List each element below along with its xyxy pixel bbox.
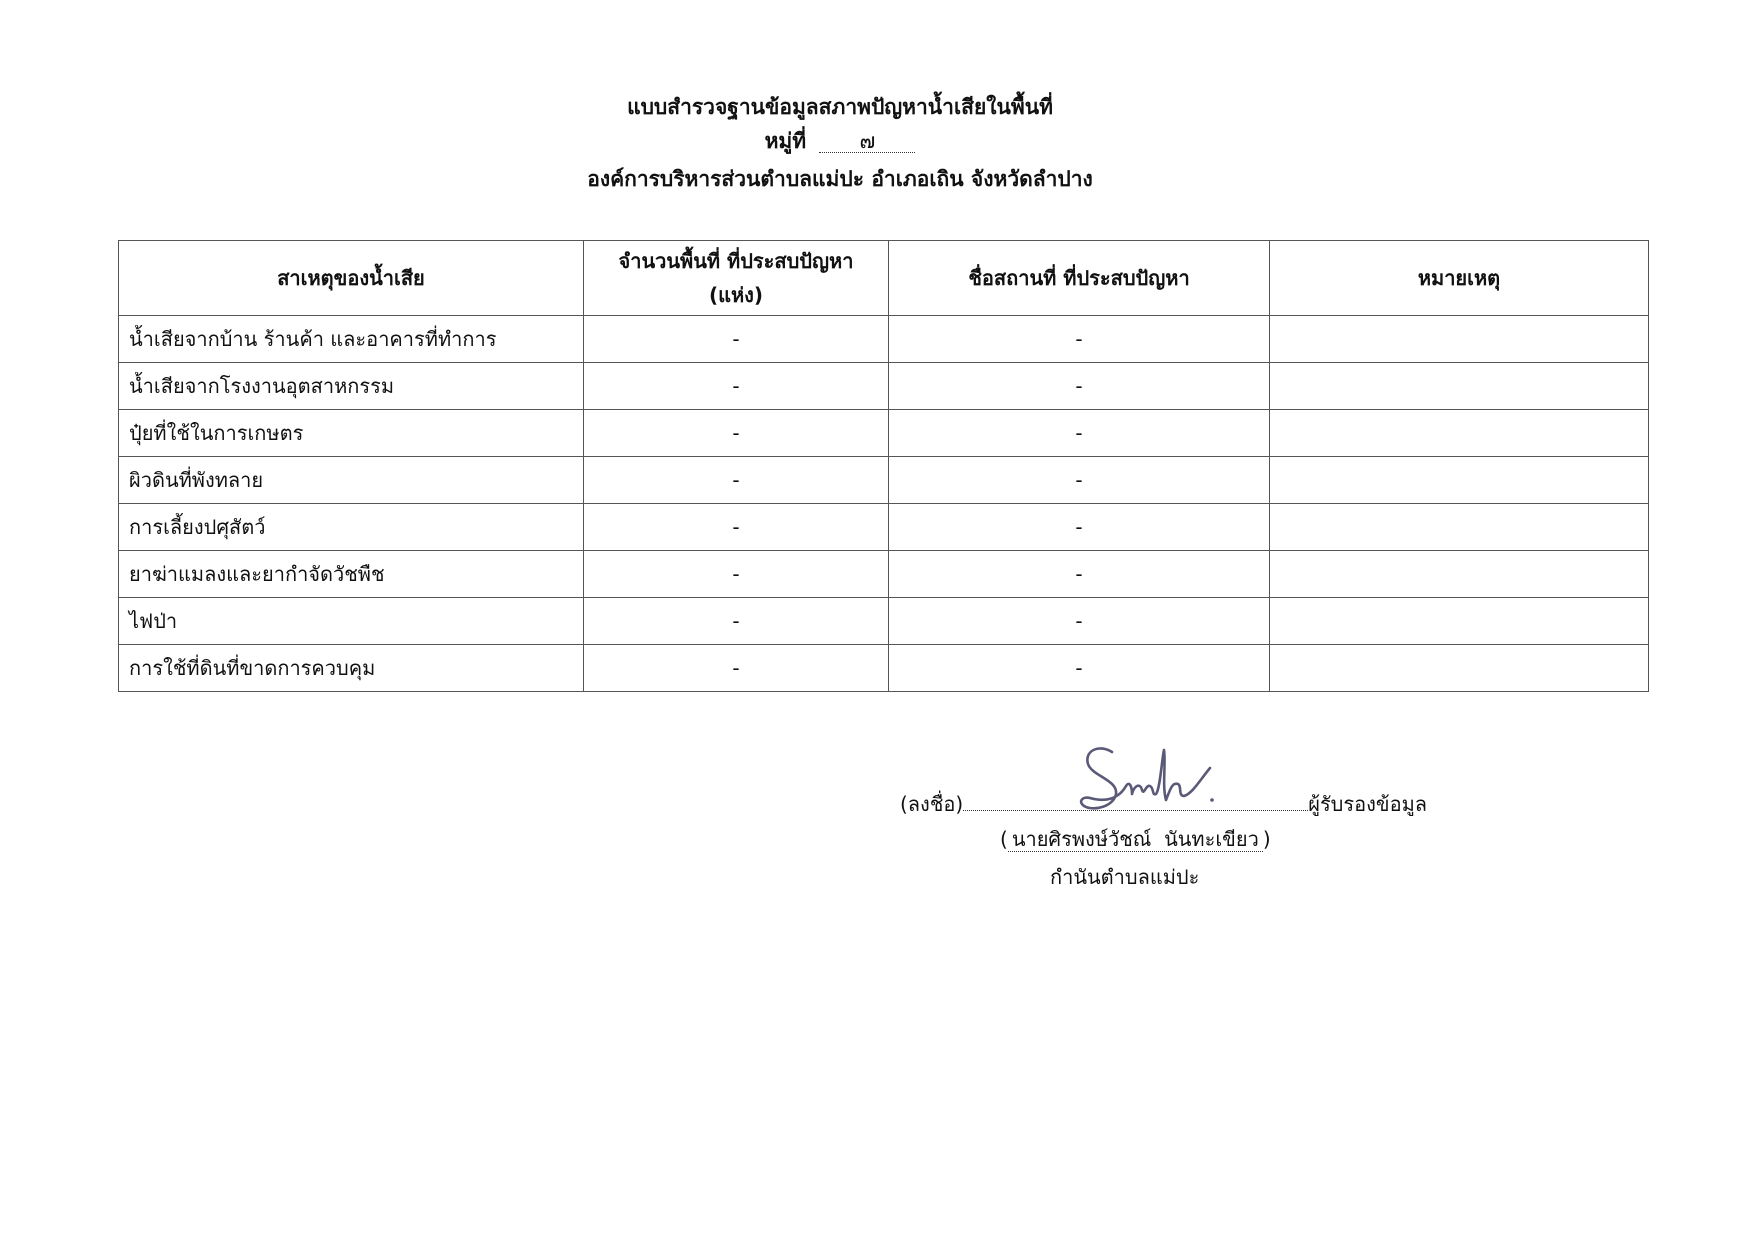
cause-cell: ปุ๋ยที่ใช้ในการเกษตร (119, 410, 584, 457)
name-row (1000, 824, 1271, 854)
count-cell: - (584, 457, 889, 504)
moo-value: ๗ (819, 130, 915, 153)
header-place: ชื่อสถานที่ ที่ประสบปัญหา (889, 241, 1270, 316)
note-cell (1270, 645, 1649, 692)
sign-row (900, 788, 1427, 819)
cause-cell: น้ำเสียจากโรงงานอุตสาหกรรม (119, 363, 584, 410)
place-cell: - (889, 363, 1270, 410)
header-count-line1: จำนวนพื้นที่ ที่ประสบปัญหา (618, 249, 854, 273)
cause-cell: การเลี้ยงปศุสัตว์ (119, 504, 584, 551)
table-row (119, 410, 1649, 457)
sign-label: (ลงชื่อ) (900, 792, 964, 816)
table-row (119, 316, 1649, 363)
close-paren: ) (1262, 827, 1271, 851)
wastewater-survey-table (118, 240, 1649, 692)
table-row (119, 645, 1649, 692)
signature-line (963, 788, 1308, 811)
header-count (584, 241, 889, 316)
place-cell: - (889, 551, 1270, 598)
cause-cell: ไฟป่า (119, 598, 584, 645)
signer-position: กำนันตำบลแม่ปะ (1050, 865, 1200, 889)
count-cell: - (584, 363, 889, 410)
organization-line: องค์การบริหารส่วนตำบลแม่ปะ อำเภอเถิน จังหวัดลำปาง (587, 167, 1093, 191)
table-row (119, 363, 1649, 410)
cause-cell: การใช้ที่ดินที่ขาดการควบคุม (119, 645, 584, 692)
open-paren: ( (1000, 827, 1008, 851)
header-count-line2: (แห่ง) (708, 283, 764, 307)
table-row (119, 457, 1649, 504)
note-cell (1270, 316, 1649, 363)
table-row (119, 504, 1649, 551)
header-cause: สาเหตุของน้ำเสีย (119, 241, 584, 316)
note-cell (1270, 504, 1649, 551)
header-note: หมายเหตุ (1270, 241, 1649, 316)
count-cell: - (584, 551, 889, 598)
cause-cell: ผิวดินที่พังทลาย (119, 457, 584, 504)
note-cell (1270, 598, 1649, 645)
cause-cell: น้ำเสียจากบ้าน ร้านค้า และอาคารที่ทำการ (119, 316, 584, 363)
place-cell: - (889, 316, 1270, 363)
moo-line (0, 126, 1680, 156)
note-cell (1270, 363, 1649, 410)
place-cell: - (889, 645, 1270, 692)
table-row (119, 598, 1649, 645)
cause-cell: ยาฆ่าแมลงและยากำจัดวัชพืช (119, 551, 584, 598)
table-header-row (119, 241, 1649, 316)
count-cell: - (584, 504, 889, 551)
table-row (119, 551, 1649, 598)
count-cell: - (584, 598, 889, 645)
certifier-role: ผู้รับรองข้อมูล (1308, 792, 1428, 816)
place-cell: - (889, 410, 1270, 457)
place-cell: - (889, 504, 1270, 551)
note-cell (1270, 410, 1649, 457)
place-cell: - (889, 457, 1270, 504)
signer-name: นายศิรพงษ์วัชณ์ นันทะเขียว (1008, 827, 1263, 852)
note-cell (1270, 457, 1649, 504)
count-cell: - (584, 410, 889, 457)
count-cell: - (584, 645, 889, 692)
document-title: แบบสำรวจฐานข้อมูลสภาพปัญหาน้ำเสียในพื้นที่ (627, 95, 1053, 119)
note-cell (1270, 551, 1649, 598)
moo-label: หมู่ที่ (764, 129, 807, 153)
count-cell: - (584, 316, 889, 363)
place-cell: - (889, 598, 1270, 645)
